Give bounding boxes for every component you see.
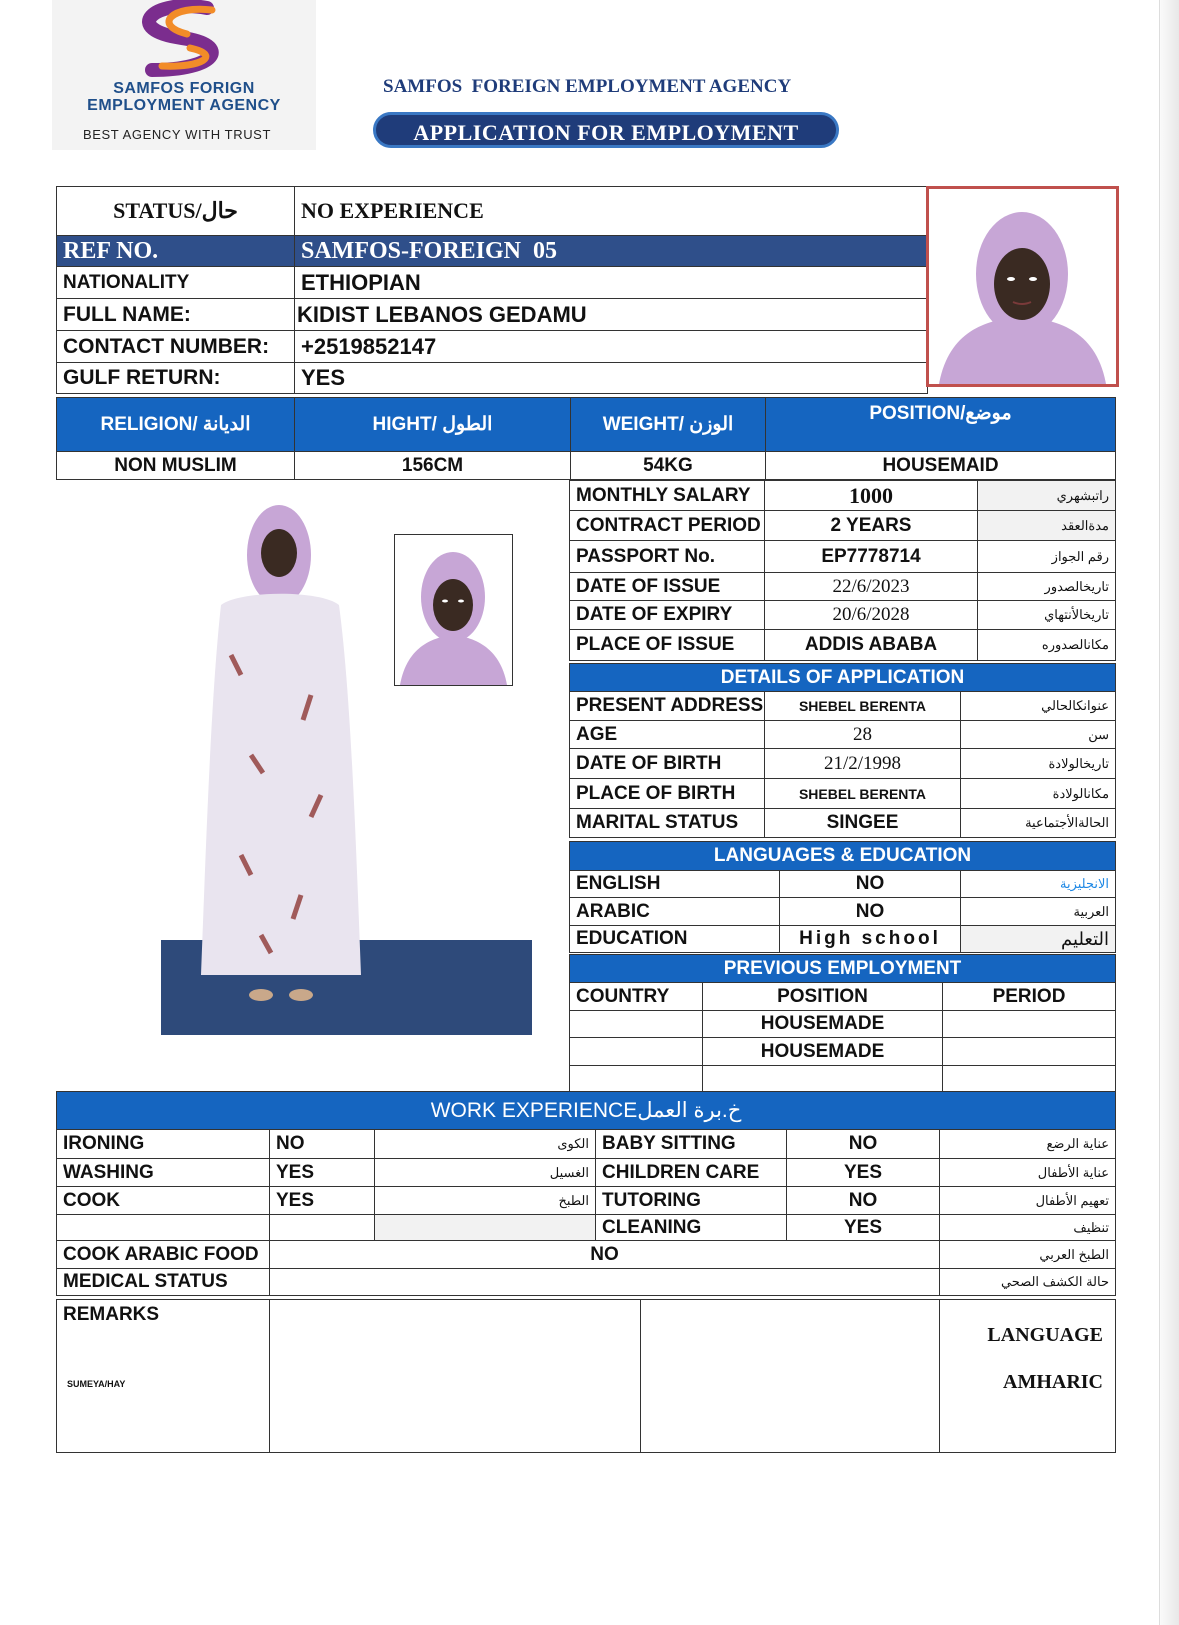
remarks-box-1 [270, 1300, 641, 1453]
passport-label: PASSPORT No. [570, 541, 765, 573]
age-ar: سن [961, 721, 1116, 749]
medical-label: MEDICAL STATUS [57, 1269, 270, 1296]
gulf-label: GULF RETURN: [57, 363, 295, 394]
form-title: APPLICATION FOR EMPLOYMENT [373, 112, 839, 148]
issue-place-ar: مكانالصدوره [978, 630, 1116, 661]
remarks-table [56, 1299, 1116, 1453]
status-label: STATUS/حال [57, 187, 295, 236]
remarks-note: SUMEYA/HAY [67, 1379, 126, 1389]
arabic-food-label: COOK ARABIC FOOD [57, 1241, 270, 1269]
expiry-date-value: 20/6/2028 [765, 601, 978, 630]
col-country: COUNTRY [570, 983, 703, 1011]
skill-cleaning-ar: تنظيف [940, 1215, 1116, 1241]
education-value: High school [780, 926, 961, 953]
details-table [569, 663, 1116, 838]
contact-value: +2519852147 [295, 331, 928, 363]
logo-line1: SAMFOS FORIGN [113, 80, 255, 97]
prev-period [943, 1066, 1116, 1092]
skill-ironing-value: NO [270, 1130, 375, 1159]
contact-label: CONTACT NUMBER: [57, 331, 295, 363]
details-header: DETAILS OF APPLICATION [570, 664, 1116, 692]
nationality-value: ETHIOPIAN [295, 267, 928, 299]
previous-header: PREVIOUS EMPLOYMENT [570, 955, 1116, 983]
applicant-passport-photo [394, 534, 513, 686]
work-experience-table [56, 1091, 1116, 1296]
skill-ironing-ar: الكوى [375, 1130, 596, 1159]
skill-childcare: CHILDREN CARE [596, 1159, 787, 1187]
prev-period [943, 1038, 1116, 1066]
skill-empty [57, 1215, 270, 1241]
height-value: 156CM [295, 452, 571, 480]
status-value: NO EXPERIENCE [295, 187, 928, 236]
issue-date-ar: تاريخالصدور [978, 573, 1116, 601]
skill-cleaning-value: YES [787, 1215, 940, 1241]
address-label: PRESENT ADDRESS [570, 692, 765, 721]
agency-logo [52, 0, 316, 150]
english-value: NO [780, 871, 961, 898]
marital-value: SINGEE [765, 809, 961, 838]
prev-position [703, 1066, 943, 1092]
skill-babysitting: BABY SITTING [596, 1130, 787, 1159]
skill-tutoring-ar: تعهيم الأطفال [940, 1187, 1116, 1215]
salary-label: MONTHLY SALARY [570, 481, 765, 511]
issue-place-label: PLACE OF ISSUE [570, 630, 765, 661]
address-value: SHEBEL BERENTA [765, 692, 961, 721]
medical-ar: حالة الكشف الصحي [940, 1269, 1116, 1296]
skill-tutoring: TUTORING [596, 1187, 787, 1215]
nationality-label: NATIONALITY [57, 267, 295, 299]
skill-washing-value: YES [270, 1159, 375, 1187]
logo-line2: EMPLOYMENT AGENCY [87, 97, 281, 114]
prev-position: HOUSEMADE [703, 1038, 943, 1066]
col-period: PERIOD [943, 983, 1116, 1011]
weight-header: WEIGHT/ الوزن [571, 398, 766, 452]
prev-position: HOUSEMADE [703, 1011, 943, 1038]
skill-washing-ar: الغسيل [375, 1159, 596, 1187]
language-label: LANGUAGE [987, 1324, 1103, 1346]
age-label: AGE [570, 721, 765, 749]
contract-value: 2 YEARS [765, 511, 978, 541]
age-value: 28 [765, 721, 961, 749]
previous-employment-table [569, 954, 1116, 1092]
skill-tutoring-value: NO [787, 1187, 940, 1215]
table-row [570, 1038, 1116, 1066]
skill-empty-value [270, 1215, 375, 1241]
weight-value: 54KG [571, 452, 766, 480]
english-ar: الانجليزية [961, 871, 1116, 898]
ref-label: REF NO. [57, 236, 295, 267]
table-row [570, 1066, 1116, 1092]
birthplace-ar: مكانالولادة [961, 779, 1116, 809]
salary-value: 1000 [765, 481, 978, 511]
skill-washing: WASHING [57, 1159, 270, 1187]
dob-value: 21/2/1998 [765, 749, 961, 779]
dob-ar: تاريخالولادة [961, 749, 1116, 779]
education-ar: التعليم [961, 926, 1116, 953]
language-value: AMHARIC [1003, 1371, 1103, 1393]
birthplace-label: PLACE OF BIRTH [570, 779, 765, 809]
fullname-value: KIDIST LEBANOS GEDAMU [295, 299, 928, 331]
physical-table [56, 397, 1116, 480]
position-header: POSITION/موضع [766, 398, 1116, 452]
medical-value [270, 1269, 940, 1296]
skill-ironing: IRONING [57, 1130, 270, 1159]
marital-label: MARITAL STATUS [570, 809, 765, 838]
fullname-label: FULL NAME: [57, 299, 295, 331]
expiry-date-label: DATE OF EXPIRY [570, 601, 765, 630]
english-label: ENGLISH [570, 871, 780, 898]
prev-country [570, 1066, 703, 1092]
skill-babysitting-value: NO [787, 1130, 940, 1159]
position-value: HOUSEMAID [766, 452, 1116, 480]
skill-cook-value: YES [270, 1187, 375, 1215]
arabic-value: NO [780, 898, 961, 926]
arabic-ar: العربية [961, 898, 1116, 926]
issue-date-label: DATE OF ISSUE [570, 573, 765, 601]
skill-childcare-ar: عناية الأطفال [940, 1159, 1116, 1187]
skill-childcare-value: YES [787, 1159, 940, 1187]
prev-period [943, 1011, 1116, 1038]
skill-cook-ar: الطبخ [375, 1187, 596, 1215]
arabic-food-value: NO [270, 1241, 940, 1269]
skill-cleaning: CLEANING [596, 1215, 787, 1241]
skill-empty-ar [375, 1215, 596, 1241]
gulf-value: YES [295, 363, 928, 394]
salary-ar: راتبشهري [978, 481, 1116, 511]
passport-value: EP7778714 [765, 541, 978, 573]
remarks-box-2 [641, 1300, 940, 1453]
applicant-headshot [926, 186, 1119, 387]
skill-cook: COOK [57, 1187, 270, 1215]
arabic-label: ARABIC [570, 898, 780, 926]
passport-table [569, 480, 1116, 661]
ref-value: SAMFOS-FOREIGN 05 [295, 236, 928, 267]
prev-country [570, 1011, 703, 1038]
height-header: HIGHT/ الطول [295, 398, 571, 452]
page-edge [1159, 0, 1179, 1625]
contract-label: CONTRACT PERIOD [570, 511, 765, 541]
address-ar: عنوانكالحالي [961, 692, 1116, 721]
agency-name: SAMFOS FOREIGN EMPLOYMENT AGENCY [383, 76, 792, 97]
prev-country [570, 1038, 703, 1066]
table-row [570, 1011, 1116, 1038]
logo-s-icon [112, 0, 252, 80]
contract-ar: مدةالعقد [978, 511, 1116, 541]
logo-tagline: BEST AGENCY WITH TRUST [82, 127, 271, 142]
applicant-info-table [56, 186, 928, 394]
religion-value: NON MUSLIM [57, 452, 295, 480]
skill-babysitting-ar: عناية الرضع [940, 1130, 1116, 1159]
expiry-date-ar: تاريخالأنتهاي [978, 601, 1116, 630]
col-position: POSITION [703, 983, 943, 1011]
work-header: WORK EXPERIENCEخ.برة العمل [57, 1092, 1116, 1130]
passport-ar: رقم الجواز [978, 541, 1116, 573]
languages-table [569, 841, 1116, 953]
birthplace-value: SHEBEL BERENTA [765, 779, 961, 809]
languages-header: LANGUAGES & EDUCATION [570, 842, 1116, 871]
issue-date-value: 22/6/2023 [765, 573, 978, 601]
religion-header: RELIGION/ الديانة [57, 398, 295, 452]
issue-place-value: ADDIS ABABA [765, 630, 978, 661]
marital-ar: الحالةالأجتماعية [961, 809, 1116, 838]
education-label: EDUCATION [570, 926, 780, 953]
remarks-label: REMARKS [63, 1304, 160, 1325]
arabic-food-ar: الطبخ العربي [940, 1241, 1116, 1269]
dob-label: DATE OF BIRTH [570, 749, 765, 779]
